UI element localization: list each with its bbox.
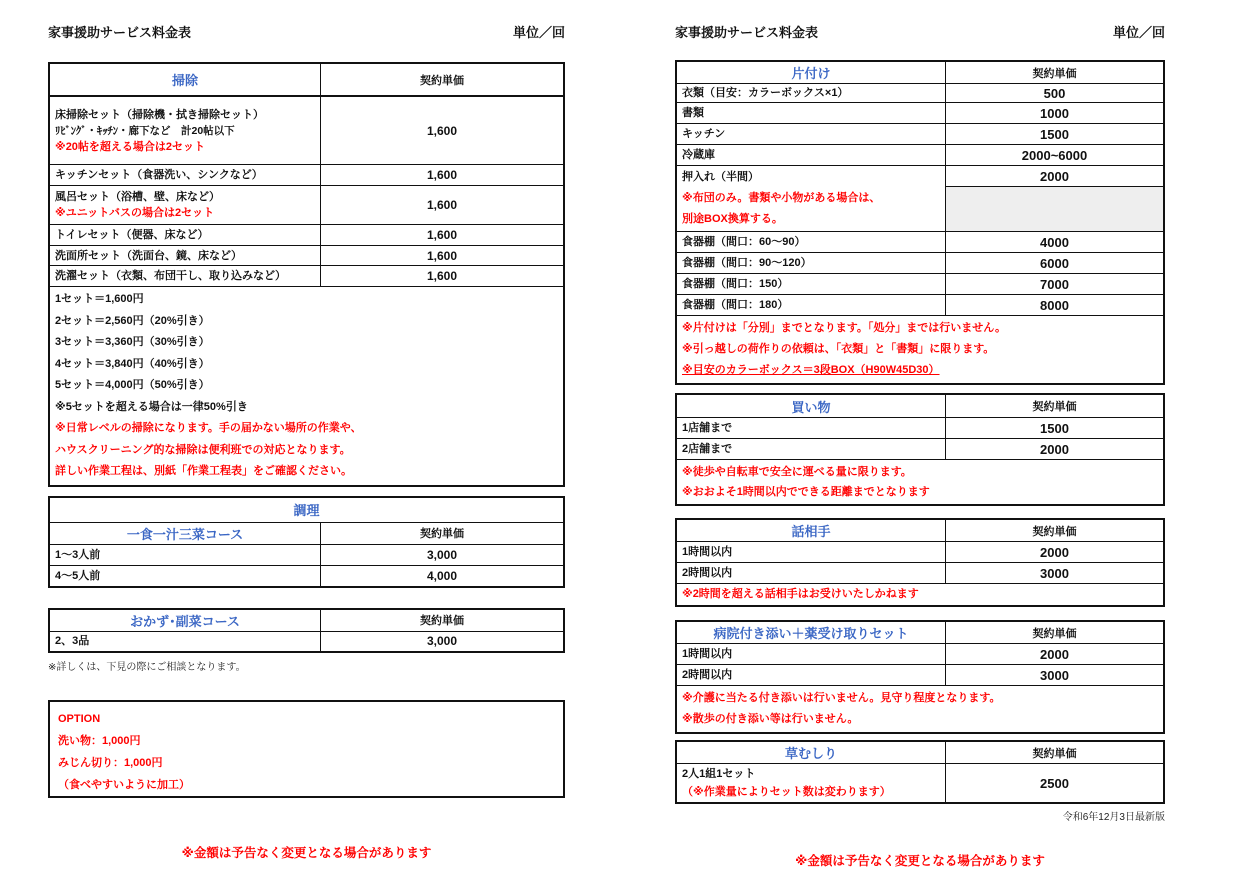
price-header-cell: 契約単価 — [945, 742, 1163, 763]
caution-note: ※引っ越しの荷作りの依頼は、「衣類」と「書類」に限ります。 — [682, 343, 995, 355]
service-label: 書類 — [682, 107, 704, 119]
service-cell — [50, 165, 320, 185]
table-row — [677, 541, 1163, 562]
section-title: 草むしり — [784, 746, 837, 761]
table-row — [50, 631, 563, 651]
service-label: トイレセット（便器、床など） — [55, 229, 209, 241]
hospital-notes — [677, 686, 1163, 732]
service-cell — [50, 186, 320, 224]
section-title: 調理 — [293, 502, 320, 518]
price-header-cell: 契約単価 — [945, 395, 1163, 417]
service-cell — [677, 166, 945, 231]
service-label: 冷蔵庫 — [682, 149, 715, 161]
price-header-cell: 契約単価 — [320, 610, 563, 631]
service-cell — [50, 225, 320, 245]
table-row — [677, 252, 1163, 273]
table-row — [50, 265, 563, 286]
weeding-table — [675, 740, 1165, 804]
price-cell: 2000~6000 — [945, 145, 1163, 165]
cleaning-table — [48, 62, 565, 487]
revision-date: 令和6年12月3日最新版 — [1062, 812, 1165, 823]
table-row — [677, 83, 1163, 102]
price-change-disclaimer: ※金額は予告なく変更となる場合があります — [795, 854, 1045, 868]
table-row — [677, 123, 1163, 144]
tidying-table — [675, 60, 1165, 385]
option-item: 洗い物：1,000円 — [58, 734, 141, 747]
service-cell — [50, 632, 320, 651]
table-header-row — [50, 522, 563, 544]
page-header — [675, 22, 1165, 38]
unit-label: 単位／回 — [512, 25, 565, 40]
price-cell: 3,000 — [320, 545, 563, 565]
shopping-header-cell — [677, 395, 945, 417]
table-row — [50, 95, 563, 164]
service-label: キッチン — [682, 128, 726, 140]
table-title-row — [50, 498, 563, 522]
price-cell: 4000 — [945, 232, 1163, 252]
price-header-cell: 契約単価 — [320, 523, 563, 544]
shopping-notes — [677, 460, 1163, 504]
table-row — [677, 643, 1163, 664]
caution-note: ※日常レベルの掃除になります。手の届かない場所の作業や、 — [55, 422, 362, 434]
service-label: 1店舗まで — [682, 422, 733, 434]
hospital-escort-table — [675, 620, 1165, 734]
tidying-header-cell — [677, 62, 945, 83]
service-label: 洗面所セット（洗面台、鏡、床など） — [55, 249, 242, 262]
price-cell: 3000 — [945, 563, 1163, 583]
table-row — [677, 562, 1163, 583]
service-label: 1時間以内 — [682, 546, 733, 558]
service-sublabel: ﾘﾋﾞﾝｸﾞ・ｷｯﾁﾝ・廊下など 計20帖以下 — [55, 124, 235, 137]
table-header-row — [50, 610, 563, 631]
pricing-note: 3セット＝3,360円（30%引き） — [55, 336, 210, 348]
notes-row — [50, 286, 563, 485]
pricing-note: 2セット＝2,560円（20%引き） — [55, 314, 210, 327]
section-title: おかず･副菜コース — [130, 613, 240, 629]
service-cell — [677, 764, 945, 802]
shopping-table — [675, 393, 1165, 506]
set-pricing-notes — [50, 287, 563, 485]
service-label: 2店舗まで — [682, 443, 733, 455]
caution-note: ※散歩の付き添い等は行いません。 — [682, 713, 859, 725]
notes-row — [677, 583, 1163, 605]
service-cell — [50, 566, 320, 586]
cooking-title-cell — [50, 498, 563, 522]
service-label: 押入れ（半間） — [682, 171, 759, 183]
service-note: ※ユニットバスの場合は2セット — [55, 207, 215, 219]
table-row — [677, 144, 1163, 165]
cleaning-header-cell — [50, 64, 320, 95]
service-label: 1～3人前 — [55, 548, 101, 561]
shaded-empty-cell — [946, 187, 1163, 231]
table-row — [677, 231, 1163, 252]
price-cell: 3000 — [945, 665, 1163, 685]
service-label: 食器棚（間口：180） — [682, 299, 789, 311]
price-cell: 1,600 — [320, 165, 563, 185]
table-row — [50, 185, 563, 224]
price-cell: 2000 — [945, 439, 1163, 459]
service-note: （※作業量によりセット数は変わります） — [682, 786, 891, 798]
closet-price-column — [945, 166, 1163, 231]
tidying-notes — [677, 316, 1163, 383]
caution-note: ※介護に当たる付き添いは行いません。見守り程度となります。 — [682, 692, 1001, 704]
table-row — [50, 544, 563, 565]
table-row — [50, 224, 563, 245]
price-cell: 1500 — [945, 124, 1163, 144]
service-label: 2時間以内 — [682, 669, 733, 681]
price-cell: 1,600 — [320, 266, 563, 286]
section-title: 話相手 — [791, 524, 831, 539]
price-cell: 4,000 — [320, 566, 563, 586]
caution-note-underlined: ※目安のカラーボックス＝3段BOX（H90W45D30） — [682, 364, 940, 376]
hospital-header-cell — [677, 622, 945, 643]
consultation-note: ※詳しくは、下見の際にご相談となります。 — [48, 661, 246, 673]
price-cell: 3,000 — [320, 632, 563, 651]
price-cell: 6000 — [945, 253, 1163, 273]
service-label: 風呂セット（浴槽、壁、床など） — [55, 191, 220, 203]
pricing-note: 1セット＝1,600円 — [55, 293, 144, 305]
price-cell: 2000 — [945, 644, 1163, 664]
table-row — [677, 417, 1163, 438]
table-row — [677, 438, 1163, 459]
service-label: 衣類（目安：カラーボックス×1） — [682, 87, 849, 99]
table-header-row — [677, 622, 1163, 643]
service-label: 4～5人前 — [55, 569, 101, 582]
service-cell — [50, 545, 320, 565]
price-cell: 8000 — [945, 295, 1163, 315]
table-header-row — [677, 395, 1163, 417]
price-header-cell: 契約単価 — [945, 622, 1163, 643]
caution-note: ※おおよそ1時間以内でできる距離までとなります — [682, 486, 930, 498]
notes-row — [677, 685, 1163, 732]
service-label: 食器棚（間口：60～90） — [682, 236, 806, 248]
price-sheet-page-2 — [675, 22, 1165, 869]
table-header-row — [677, 520, 1163, 541]
price-cell: 1000 — [945, 103, 1163, 123]
service-label: 洗濯セット（衣類、布団干し、取り込みなど） — [55, 270, 286, 282]
okazu-table — [48, 608, 565, 653]
conversation-table — [675, 518, 1165, 607]
price-header-cell: 契約単価 — [320, 64, 563, 95]
conversation-header-cell — [677, 520, 945, 541]
price-cell: 2000 — [945, 542, 1163, 562]
service-note: ※布団のみ。書類や小物がある場合は、 — [682, 192, 881, 204]
notes-row — [677, 459, 1163, 504]
service-cell — [50, 97, 320, 164]
weeding-header-cell — [677, 742, 945, 763]
price-cell: 2000 — [946, 166, 1163, 187]
service-label: 床掃除セット（掃除機・拭き掃除セット） — [55, 108, 264, 121]
price-cell: 1,600 — [320, 246, 563, 265]
caution-note: ※片付けは「分別」までとなります。「処分」までは行いません。 — [682, 322, 1006, 334]
price-cell: 7000 — [945, 274, 1163, 294]
option-note: （食べやすいように加工） — [58, 778, 190, 791]
price-cell: 500 — [945, 84, 1163, 102]
table-row — [50, 565, 563, 586]
course-title: 一食一汁三菜コース — [126, 526, 244, 542]
price-header-cell: 契約単価 — [945, 520, 1163, 541]
page-title: 家事援助サービス料金表 — [675, 25, 819, 40]
caution-note: 詳しい作業工程は、別紙「作業工程表」をご確認ください。 — [55, 465, 352, 477]
price-sheet-page-1 — [48, 22, 565, 861]
price-header-cell: 契約単価 — [945, 62, 1163, 83]
price-cell: 1,600 — [320, 225, 563, 245]
pricing-note: ※5セットを超える場合は一律50%引き — [55, 400, 248, 413]
price-cell: 1500 — [945, 418, 1163, 438]
price-cell: 1,600 — [320, 186, 563, 224]
service-label: キッチンセット（食器洗い、シンクなど） — [55, 169, 263, 181]
service-label: 2、3品 — [55, 635, 90, 647]
service-cell — [50, 266, 320, 286]
price-cell: 1,600 — [320, 97, 563, 164]
pricing-note: 5セット＝4,000円（50%引き） — [55, 379, 210, 391]
conversation-notes — [677, 584, 1163, 605]
service-label: 1時間以内 — [682, 648, 733, 660]
section-title: 掃除 — [171, 73, 198, 88]
section-title: 病院付き添い＋薬受け取りセット — [713, 626, 909, 641]
option-title: OPTION — [58, 712, 101, 725]
option-item: みじん切り：1,000円 — [58, 756, 163, 769]
caution-note: ※2時間を超える話相手はお受けいたしかねます — [682, 588, 919, 600]
caution-note: ※徒歩や自転車で安全に運べる量に限ります。 — [682, 466, 912, 478]
notes-row — [677, 315, 1163, 383]
section-title: 買い物 — [791, 399, 831, 415]
service-note: ※20帖を超える場合は2セット — [55, 140, 206, 153]
price-cell: 2500 — [945, 764, 1163, 802]
section-title: 片付け — [791, 66, 831, 81]
page-title: 家事援助サービス料金表 — [48, 25, 192, 40]
cooking-table — [48, 496, 565, 588]
course-header-cell — [50, 523, 320, 544]
service-label: 2時間以内 — [682, 567, 733, 579]
table-row — [677, 102, 1163, 123]
service-label: 2人1組1セット — [682, 768, 756, 780]
caution-note: ハウスクリーニング的な掃除は便利班での対応となります。 — [55, 443, 351, 456]
option-box — [48, 700, 565, 798]
page-header — [48, 22, 565, 38]
table-row — [677, 294, 1163, 315]
table-header-row — [677, 742, 1163, 763]
price-change-disclaimer: ※金額は予告なく変更となる場合があります — [181, 845, 432, 860]
unit-label: 単位／回 — [1112, 25, 1165, 40]
service-label: 食器棚（間口：150） — [682, 278, 789, 290]
okazu-header-cell — [50, 610, 320, 631]
table-header-row — [677, 62, 1163, 83]
table-header-row — [50, 64, 563, 95]
service-note: 別途BOX換算する。 — [682, 213, 783, 225]
table-row — [677, 273, 1163, 294]
table-row — [677, 664, 1163, 685]
closet-row — [677, 165, 1163, 231]
service-label: 食器棚（間口：90～120） — [682, 257, 812, 269]
pricing-note: 4セット＝3,840円（40%引き） — [55, 357, 210, 370]
service-cell — [50, 246, 320, 265]
table-row — [50, 245, 563, 265]
table-row — [677, 763, 1163, 802]
table-row — [50, 164, 563, 185]
